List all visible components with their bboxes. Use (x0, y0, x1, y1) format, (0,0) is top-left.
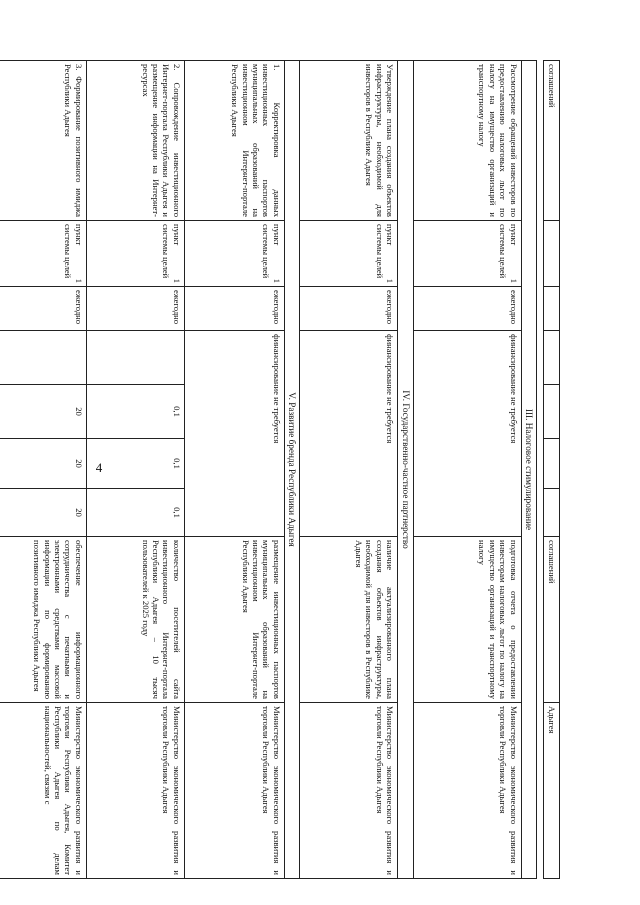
table-row (0, 61, 86, 879)
header-region: Адыгея (544, 703, 560, 879)
result-cell: размещение инвестиционных паспортов муниципальных образований на инвестиционном Интернет-портале Республики Адыгея (184, 537, 284, 703)
header-agreements-right: соглашений (544, 537, 560, 703)
section-title: IV. Государственно-частное партнерство (398, 61, 413, 879)
table-row (184, 61, 284, 879)
table-row (413, 61, 521, 879)
basis-cell: пункт 1 системы целей (0, 221, 86, 287)
basis-cell: пункт 1 системы целей (86, 221, 184, 287)
period-cell: ежегодно (413, 287, 521, 331)
period-cell: ежегодно (300, 287, 398, 331)
basis-cell: пункт 1 системы целей (413, 221, 521, 287)
financing-cell: финансирование не требуется (184, 331, 284, 537)
value-cell: 20 (0, 439, 86, 489)
section-title: V. Развитие бренда Республики Адыгея (284, 61, 299, 879)
section-title-row (521, 61, 536, 879)
executor-cell: Министерство экономического развития и торговли Республики Адыгея (300, 703, 398, 879)
program-table (0, 60, 560, 879)
section-title-row (284, 61, 299, 879)
page-number: 4 (95, 460, 103, 475)
result-cell: обеспечение информационного сотрудничества с печатными и электронными средствами массовой информации по формированию позитивного имиджа Республики Адыгея (0, 537, 86, 703)
basis-cell: пункт 1 системы целей (300, 221, 398, 287)
header-row (544, 61, 560, 879)
executor-cell: Министерство экономического развития и торговли Республики Адыгея, Комитет Республики Адыгея по делам национальностей, связям с (0, 703, 86, 879)
header-agreements-left: соглашений (544, 61, 560, 221)
value-cell: 0,1 (86, 489, 184, 537)
executor-cell: Министерство экономического развития и торговли Республики Адыгея (86, 703, 184, 879)
period-cell: ежегодно (184, 287, 284, 331)
section-title-row (398, 61, 413, 879)
executor-cell: Министерство экономического развития и торговли Республики Адыгея (184, 703, 284, 879)
result-cell: подготовка отчета о предоставлении инвесторам налоговых льгот по налогу на имущество организаций и транспортному налогу (413, 537, 521, 703)
financing-cell: финансирование не требуется (300, 331, 398, 537)
value-cell: 20 (0, 385, 86, 439)
period-cell: ежегодно (0, 287, 86, 331)
result-cell: наличие актуализированного плана создания объектов инфраструктуры, необходимой для инвесторов в Республике Адыгея (300, 537, 398, 703)
value-cell: 0,1 (86, 439, 184, 489)
financing-cell: финансирование не требуется (413, 331, 521, 537)
activity-cell: 3. Формирование позитивного имиджа Республики Адыгея (0, 61, 86, 221)
value-cell: 20 (0, 489, 86, 537)
basis-cell: пункт 1 системы целей (184, 221, 284, 287)
activity-cell: 1. Корректировка данных инвестиционных паспортов муниципальных образований на инвестиционном Интернет-портале Республики Адыгея (184, 61, 284, 221)
activity-cell: Рассмотрение обращений инвесторов по предоставлению налоговых льгот по налогу на имущество организаций и транспортному налогу (413, 61, 521, 221)
activity-cell: Утверждение плана создания объектов инфраструктуры, необходимой для инвесторов в Республике Адыгея (300, 61, 398, 221)
table-row (300, 61, 398, 879)
section-title: III. Налоговое стимулирование (521, 61, 536, 879)
result-cell: количество посетителей сайта инвестиционного Интернет-портала Республики Адыгея – 10 тысяч пользователей к 2025 году (86, 537, 184, 703)
executor-cell: Министерство экономического развития и торговли Республики Адыгея (413, 703, 521, 879)
value-cell: 0,1 (86, 385, 184, 439)
period-cell: ежегодно (86, 287, 184, 331)
activity-cell: 2. Сопровождение инвестиционного Интернет-портала Республики Адыгея и размещение информации на Интернет-ресурсах (86, 61, 184, 221)
